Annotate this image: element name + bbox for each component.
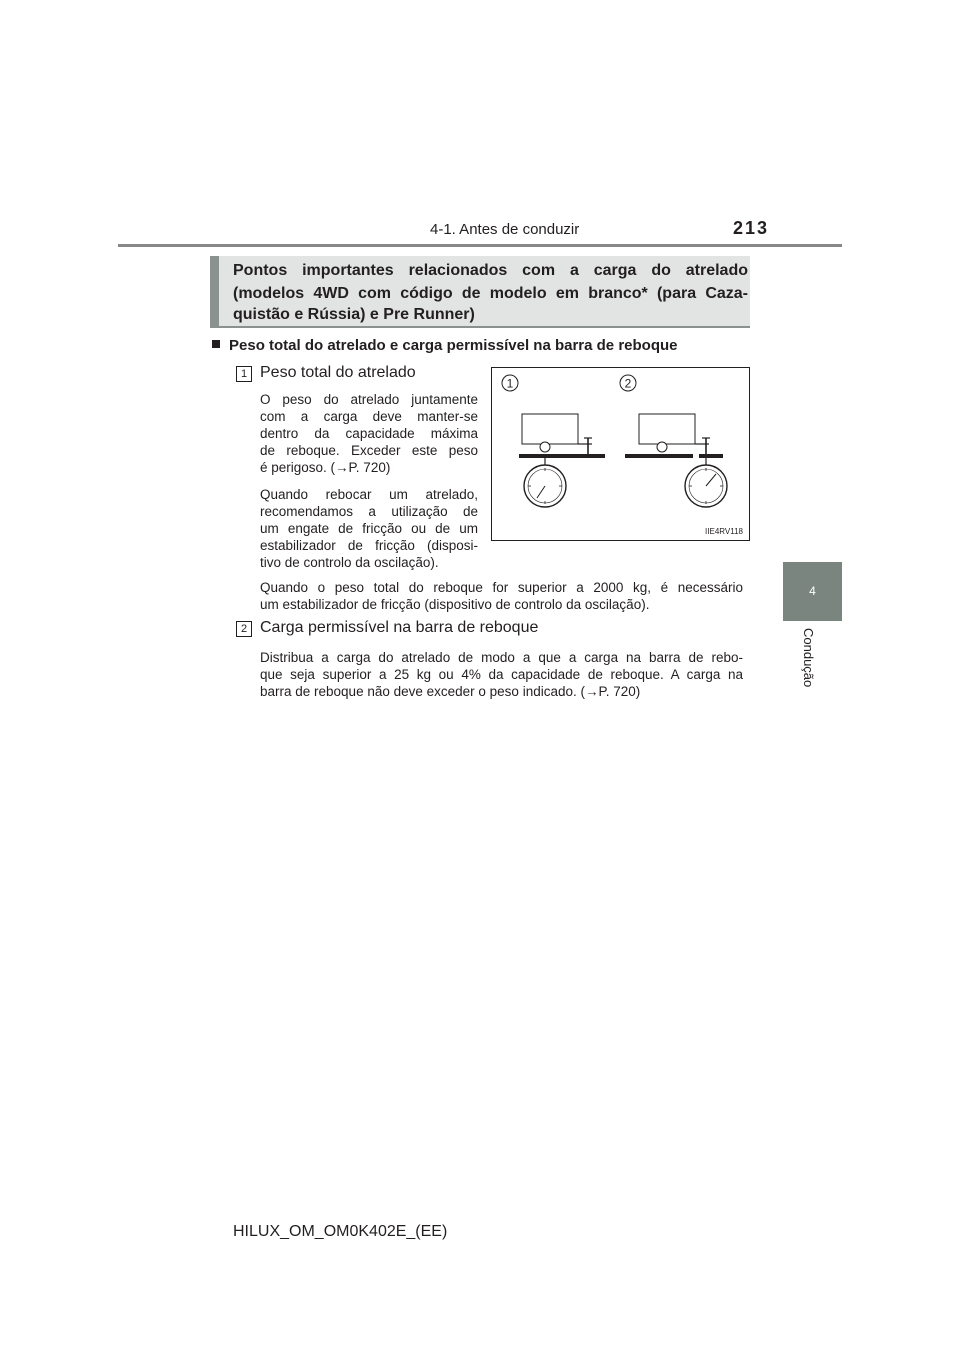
paragraph-line: com a carga deve manter-se [260, 409, 478, 424]
paragraph-line: Distribua a carga do atrelado de modo a que a carga na barra de rebo- [260, 650, 743, 665]
topic-title-box [210, 256, 750, 328]
section-title: 4-1. Antes de conduzir [430, 221, 580, 238]
header-rule [118, 244, 842, 247]
paragraph-line: recomendamos a utilização de [260, 504, 478, 519]
item-number-badge: 2 [236, 621, 252, 637]
paragraph-line: O peso do atrelado juntamente [260, 392, 478, 407]
trailer-scale-illustration [492, 368, 749, 540]
item-number-badge: 1 [236, 366, 252, 382]
item-paragraph [260, 579, 743, 613]
page-number: 213 [733, 218, 770, 238]
topic-title-line: Pontos importantes relacionados com a carga do atrelado [233, 262, 748, 279]
figure-code: IIE4RV118 [705, 527, 743, 536]
tongue-weight-drawing [625, 414, 727, 507]
bullet-heading-text: Peso total do atrelado e carga permissível na barra de reboque [229, 337, 678, 354]
square-bullet-icon [212, 340, 220, 348]
paragraph-line: tivo de controlo da oscilação). [260, 555, 439, 570]
item-paragraph [260, 649, 743, 700]
bullet-heading [212, 337, 678, 354]
chapter-tab [783, 562, 842, 621]
callout-2-label: 2 [624, 376, 632, 391]
item-heading: Peso total do atrelado [260, 364, 416, 381]
paragraph-line: um estabilizador de fricção (dispositivo de controlo da oscilação). [260, 597, 650, 612]
item-paragraph [260, 391, 478, 476]
chapter-label-text: Condução [801, 628, 816, 688]
topic-title-line: (modelos 4WD com código de modelo em branco* (para Caza- [233, 285, 748, 302]
paragraph-line: que seja superior a 25 kg ou 4% da capacidade de reboque. A carga na [260, 667, 743, 682]
item-heading: Carga permissível na barra de reboque [260, 619, 539, 636]
paragraph-line: dentro da capacidade máxima [260, 426, 478, 441]
topic-title-line: quistão e Rússia) e Pre Runner) [233, 306, 475, 323]
paragraph-line: barra de reboque não deve exceder o peso indicado. (→P. 720) [260, 684, 641, 699]
paragraph-line: é perigoso. (→P. 720) [260, 460, 391, 475]
paragraph-line: um engate de fricção ou de um [260, 521, 478, 536]
item-paragraph [260, 486, 478, 571]
paragraph-line: estabilizador de fricção (disposi- [260, 538, 478, 553]
document-code: HILUX_OM_OM0K402E_(EE) [233, 1223, 448, 1240]
chapter-number: 4 [809, 584, 816, 598]
callout-1-label: 1 [506, 376, 514, 391]
paragraph-line: de reboque. Exceder este peso [260, 443, 478, 458]
trailer-total-weight-drawing [519, 414, 605, 507]
chapter-label [798, 628, 818, 708]
paragraph-line: Quando rebocar um atrelado, [260, 487, 478, 502]
paragraph-line: Quando o peso total do reboque for superior a 2000 kg, é necessário [260, 580, 743, 595]
trailer-weight-figure [491, 367, 750, 541]
